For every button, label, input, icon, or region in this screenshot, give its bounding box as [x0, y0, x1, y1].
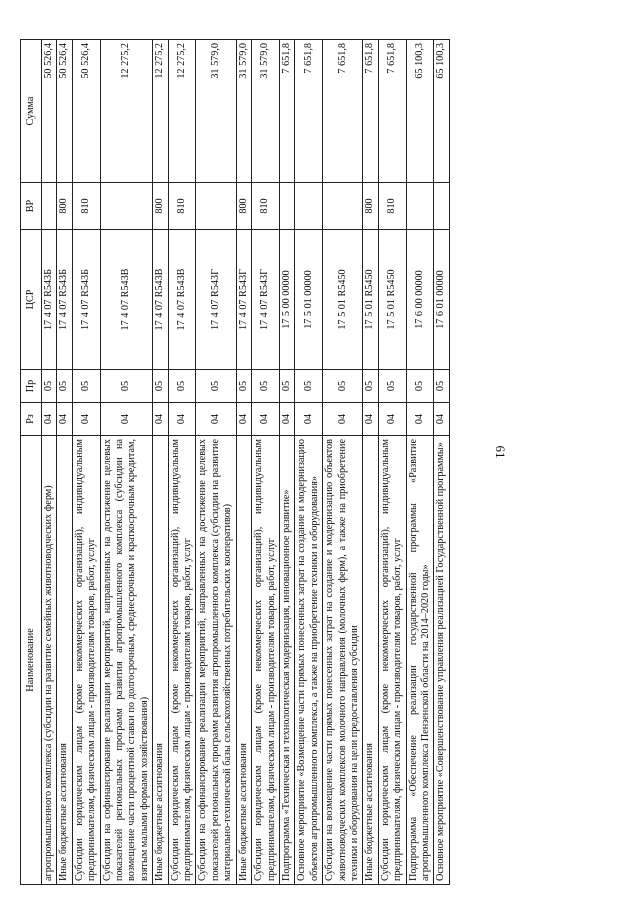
- cell-name: Подпрограмма «Техническая и технологическая модернизация, инновационное развитие»: [279, 436, 294, 885]
- cell-name: Субсидии на софинансирование реализации мероприятий, направленных на достижение целевых показателей региональных программ развития агропромышленного комплекса (субсидии на возмещение части процентной ставки по долгосрочным, среднесрочным и краткосрочным кредитам, взятым малыми формами хозяйствования): [100, 436, 153, 885]
- cell-rz: 04: [168, 403, 196, 436]
- cell-rz: 04: [57, 403, 72, 436]
- cell-name: Субсидии на возмещение части прямых понесенных затрат на создание и модернизацию объектов животноводческих комплексов молочного направления (молочных ферм), а также на приобретение техники и оборудования на цели предоставления субсидии: [323, 436, 363, 885]
- table-row: [406, 40, 434, 885]
- cell-vr: [406, 183, 434, 230]
- cell-sum: 31 579,0: [252, 40, 280, 183]
- cell-csr: 17 5 01 R5450: [323, 230, 363, 370]
- cell-pr: 05: [252, 370, 280, 403]
- header-pr: Пр: [21, 370, 42, 403]
- cell-csr: 17 4 07 R543Б: [57, 230, 72, 370]
- cell-sum: 12 275,2: [100, 40, 153, 183]
- table-row: [252, 40, 280, 885]
- cell-vr: [42, 183, 57, 230]
- cell-sum: 7 651,8: [378, 40, 406, 183]
- table-row: [196, 40, 236, 885]
- cell-csr: 17 5 01 R5450: [363, 230, 378, 370]
- cell-pr: 05: [363, 370, 378, 403]
- cell-rz: 04: [196, 403, 236, 436]
- cell-sum: 12 275,2: [168, 40, 196, 183]
- cell-name: Иные бюджетные ассигнования: [153, 436, 168, 885]
- cell-pr: 05: [295, 370, 323, 403]
- cell-vr: 800: [153, 183, 168, 230]
- cell-pr: 05: [378, 370, 406, 403]
- cell-vr: [196, 183, 236, 230]
- cell-name: Субсидии юридическим лицам (кроме некоммерческих организаций), индивидуальным предпринимателям, физическим лицам - производителям товаров, работ, услуг: [168, 436, 196, 885]
- cell-csr: 17 4 07 R543Г: [236, 230, 251, 370]
- cell-sum: 7 651,8: [295, 40, 323, 183]
- cell-rz: 04: [363, 403, 378, 436]
- cell-pr: 05: [100, 370, 153, 403]
- cell-csr: 17 5 01 R5450: [378, 230, 406, 370]
- cell-rz: 04: [153, 403, 168, 436]
- header-vr: ВР: [21, 183, 42, 230]
- table-row: [279, 40, 294, 885]
- cell-vr: 800: [363, 183, 378, 230]
- cell-name: Субсидии на софинансирование реализации мероприятий, направленных на достижение целевых показателей региональных программ развития агропромышленного комплекса (субсидии на развитие материально-технической базы сельскохозяйственных потребительских кооперативов): [196, 436, 236, 885]
- cell-vr: 800: [236, 183, 251, 230]
- cell-vr: [434, 183, 449, 230]
- cell-pr: 05: [323, 370, 363, 403]
- cell-csr: 17 4 07 R543В: [168, 230, 196, 370]
- cell-csr: 17 4 07 R543Г: [196, 230, 236, 370]
- cell-rz: 04: [42, 403, 57, 436]
- cell-vr: [100, 183, 153, 230]
- cell-pr: 05: [196, 370, 236, 403]
- cell-sum: 7 651,8: [323, 40, 363, 183]
- rotated-page: [20, 40, 542, 885]
- header-rz: Рз: [21, 403, 42, 436]
- table-row: [295, 40, 323, 885]
- cell-rz: 04: [279, 403, 294, 436]
- cell-pr: 05: [72, 370, 100, 403]
- table-row: [323, 40, 363, 885]
- cell-name: Подпрограмма «Обеспечение реализации государственной программы «Развитие агропромышленного комплекса Пензенской области на 2014–2020 годы»: [406, 436, 434, 885]
- cell-sum: 65 100,3: [406, 40, 434, 183]
- cell-csr: 17 4 07 R543В: [153, 230, 168, 370]
- cell-vr: 810: [168, 183, 196, 230]
- cell-rz: 04: [72, 403, 100, 436]
- cell-csr: 17 5 00 00000: [279, 230, 294, 370]
- cell-sum: 50 526,4: [57, 40, 72, 183]
- header-name: Наименование: [21, 436, 42, 885]
- cell-sum: 7 651,8: [279, 40, 294, 183]
- cell-name: Иные бюджетные ассигнования: [236, 436, 251, 885]
- budget-table: [20, 39, 450, 885]
- cell-name: Субсидии юридическим лицам (кроме некоммерческих организаций), индивидуальным предпринимателям, физическим лицам - производителям товаров, работ, услуг: [378, 436, 406, 885]
- cell-pr: 05: [434, 370, 449, 403]
- header-sum: Сумма: [21, 40, 42, 183]
- cell-vr: 810: [252, 183, 280, 230]
- table-row: [363, 40, 378, 885]
- cell-sum: 31 579,0: [236, 40, 251, 183]
- cell-csr: 17 5 01 00000: [295, 230, 323, 370]
- cell-rz: 04: [236, 403, 251, 436]
- table-row: [153, 40, 168, 885]
- cell-csr: 17 4 07 R543Б: [42, 230, 57, 370]
- cell-pr: 05: [406, 370, 434, 403]
- cell-rz: 04: [378, 403, 406, 436]
- table-body: [42, 40, 450, 885]
- cell-vr: 800: [57, 183, 72, 230]
- cell-name: агропромышленного комплекса (субсидии на развитие семейных животноводческих ферм): [42, 436, 57, 885]
- cell-name: Иные бюджетные ассигнования: [363, 436, 378, 885]
- cell-sum: 12 275,2: [153, 40, 168, 183]
- cell-vr: [295, 183, 323, 230]
- cell-csr: 17 4 07 R543Б: [72, 230, 100, 370]
- cell-vr: 810: [72, 183, 100, 230]
- cell-pr: 05: [236, 370, 251, 403]
- cell-pr: 05: [153, 370, 168, 403]
- cell-rz: 04: [323, 403, 363, 436]
- cell-sum: 50 526,4: [72, 40, 100, 183]
- cell-rz: 04: [406, 403, 434, 436]
- cell-pr: 05: [279, 370, 294, 403]
- cell-sum: 65 100,3: [434, 40, 449, 183]
- cell-name: Субсидии юридическим лицам (кроме некоммерческих организаций), индивидуальным предпринимателям, физическим лицам - производителям товаров, работ, услуг: [252, 436, 280, 885]
- cell-vr: 810: [378, 183, 406, 230]
- cell-csr: 17 4 07 R543Г: [252, 230, 280, 370]
- cell-rz: 04: [434, 403, 449, 436]
- table-row: [378, 40, 406, 885]
- cell-pr: 05: [42, 370, 57, 403]
- table-row: [57, 40, 72, 885]
- cell-name: Основное мероприятие «Возмещение части прямых понесенных затрат на создание и модернизацию объектов агропромышленного комплекса, а также на приобретение техники и оборудования»: [295, 436, 323, 885]
- cell-vr: [279, 183, 294, 230]
- table-row: [72, 40, 100, 885]
- cell-vr: [323, 183, 363, 230]
- table-row: [100, 40, 153, 885]
- cell-pr: 05: [168, 370, 196, 403]
- cell-name: Субсидии юридическим лицам (кроме некоммерческих организаций), индивидуальным предпринимателям, физическим лицам - производителям товаров, работ, услуг: [72, 436, 100, 885]
- table-header-row: [21, 40, 42, 885]
- header-csr: ЦСР: [21, 230, 42, 370]
- cell-csr: 17 6 01 00000: [434, 230, 449, 370]
- cell-rz: 04: [252, 403, 280, 436]
- cell-sum: 50 526,4: [42, 40, 57, 183]
- cell-rz: 04: [295, 403, 323, 436]
- cell-sum: 7 651,8: [363, 40, 378, 183]
- table-row: [236, 40, 251, 885]
- page-number: 61: [493, 445, 508, 459]
- cell-rz: 04: [100, 403, 153, 436]
- table-row: [42, 40, 57, 885]
- cell-pr: 05: [57, 370, 72, 403]
- cell-sum: 31 579,0: [196, 40, 236, 183]
- cell-name: Основное мероприятие «Совершенствование управления реализацией Государственной программы»: [434, 436, 449, 885]
- cell-name: Иные бюджетные ассигнования: [57, 436, 72, 885]
- table-row: [168, 40, 196, 885]
- table-row: [434, 40, 449, 885]
- cell-csr: 17 4 07 R543В: [100, 230, 153, 370]
- cell-csr: 17 6 00 00000: [406, 230, 434, 370]
